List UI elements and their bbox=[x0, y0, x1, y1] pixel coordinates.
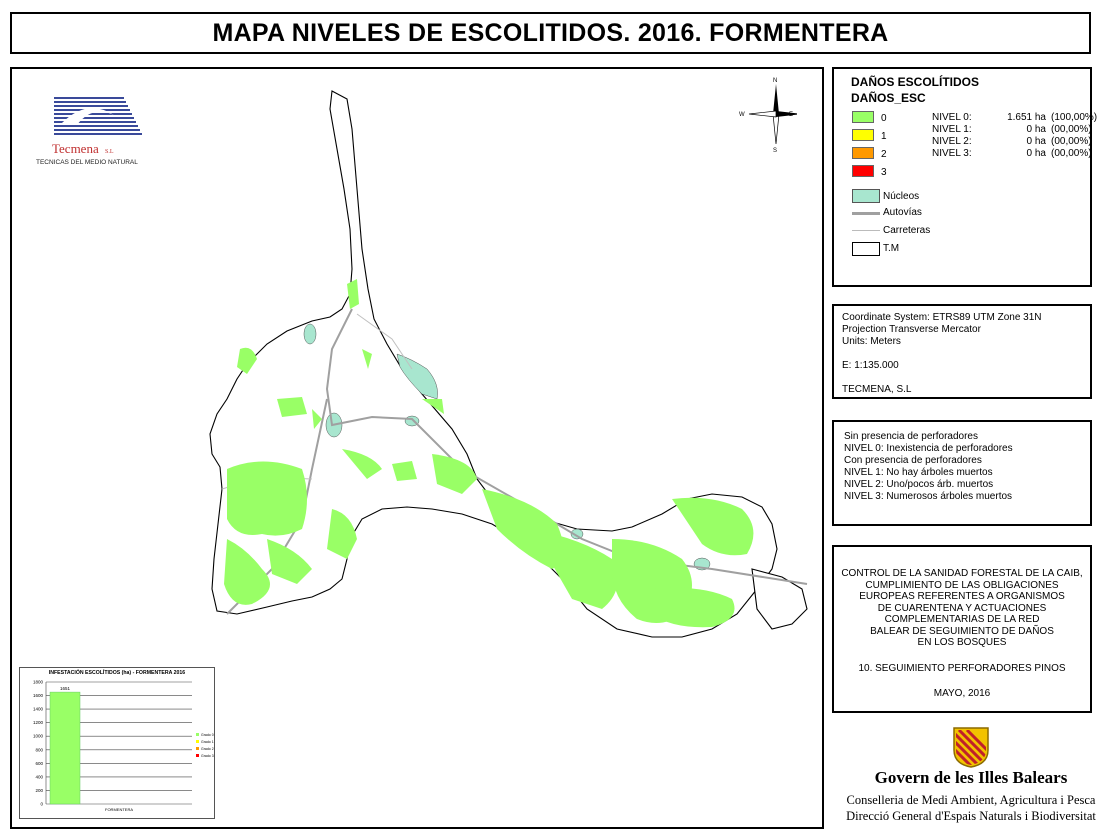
coord-units: Units: Meters bbox=[842, 336, 901, 347]
stat-name-1: NIVEL 1: bbox=[932, 124, 972, 135]
chart-bar-grado-0 bbox=[50, 692, 80, 804]
chart-ytick-label-0: 0 bbox=[40, 801, 43, 807]
control-line-5: BALEAR DE SEGUIMIENTO DE DAÑOS bbox=[870, 625, 1054, 637]
chart-ytick-label-8: 1600 bbox=[32, 693, 43, 699]
levels-line-0: Sin presencia de perforadores bbox=[844, 431, 978, 442]
stat-pct-1: (00,00%) bbox=[1051, 124, 1092, 135]
control-date: MAYO, 2016 bbox=[933, 688, 991, 699]
coordinate-system-box bbox=[832, 304, 1092, 399]
stat-pct-0: (100,00%) bbox=[1051, 112, 1098, 123]
stat-value-2: 0 ha bbox=[1026, 136, 1046, 147]
control-line-2: EUROPEAS REFERENTES A ORGANISMOS bbox=[859, 591, 1065, 602]
chart-legend-label-0: Grado 0 bbox=[201, 733, 214, 737]
chart-legend-label-3: Grado 3 bbox=[201, 754, 214, 758]
legend-swatch-nucleos bbox=[852, 189, 880, 203]
legend-swatch-3 bbox=[852, 165, 874, 177]
control-line-1: CUMPLIMIENTO DE LAS OBLIGACIONES bbox=[865, 579, 1059, 591]
compass-s: S bbox=[773, 148, 778, 154]
chart-ytick-label-1: 200 bbox=[35, 787, 43, 793]
control-line-4: COMPLEMENTARIAS DE LA RED bbox=[884, 614, 1040, 625]
levels-info-box bbox=[832, 420, 1092, 526]
government-line-1: Conselleria de Medi Ambient, Agricultura i Pesca bbox=[846, 793, 1096, 807]
control-line-3: DE CUARENTENA Y ACTUACIONES bbox=[877, 602, 1047, 614]
title-box bbox=[10, 12, 1091, 54]
legend-label-carreteras: Carreteras bbox=[883, 225, 931, 236]
tecmena-subtitle: TECNICAS DEL MEDIO NATURAL bbox=[36, 159, 138, 166]
stat-name-2: NIVEL 2: bbox=[932, 136, 972, 147]
levels-line-2: Con presencia de perforadores bbox=[844, 455, 982, 466]
legend-label-autovias: Autovías bbox=[883, 207, 922, 218]
compass-w: W bbox=[739, 112, 745, 118]
control-line-0: CONTROL DE LA SANIDAD FORESTAL DE LA CAIB, bbox=[841, 568, 1083, 579]
legend-label-2: 2 bbox=[881, 149, 887, 160]
control-box bbox=[832, 545, 1092, 713]
chart-legend-swatch-1 bbox=[196, 740, 199, 743]
tecmena-suffix: S.L bbox=[105, 149, 114, 155]
legend-label-nucleos: Núcleos bbox=[883, 191, 920, 202]
stat-value-3: 0 ha bbox=[1026, 148, 1046, 159]
chart-ytick-label-5: 1000 bbox=[32, 733, 43, 739]
chart-title: INFESTACIÓN ESCOLÍTIDOS (ha) - FORMENTERA 2016 bbox=[48, 670, 186, 676]
levels-line-5: NIVEL 3: Numerosos árboles muertos bbox=[844, 491, 1013, 502]
chart-ytick-label-6: 1200 bbox=[32, 720, 43, 726]
control-line-6: EN LOS BOSQUES bbox=[917, 637, 1007, 648]
stat-name-0: NIVEL 0: bbox=[932, 112, 972, 123]
compass-n: N bbox=[773, 78, 778, 84]
chart-category-label: FORMENTERA bbox=[105, 807, 133, 812]
legend-subtitle: DAÑOS_ESC bbox=[851, 91, 926, 105]
compass-e: E bbox=[789, 112, 794, 118]
stat-pct-2: (00,00%) bbox=[1051, 136, 1092, 147]
chart-ytick-label-9: 1800 bbox=[32, 679, 43, 685]
coord-author: TECMENA, S.L bbox=[842, 384, 912, 395]
chart-ytick-label-3: 600 bbox=[35, 760, 43, 766]
map-title: MAPA NIVELES DE ESCOLITIDOS. 2016. FORMENTERA bbox=[212, 18, 889, 47]
chart-data-label: 1651 bbox=[59, 686, 71, 692]
legend-title: DAÑOS ESCOLÍTIDOS bbox=[851, 75, 980, 89]
stat-value-0: 1.651 ha bbox=[1007, 112, 1046, 123]
government-line-2: Direcció General d'Espais Naturals i Biodiversitat bbox=[846, 809, 1096, 823]
balearic-coat-of-arms-icon bbox=[951, 726, 991, 768]
chart-ytick-label-7: 1400 bbox=[32, 706, 43, 712]
levels-line-4: NIVEL 2: Uno/pocos árb. muertos bbox=[844, 479, 994, 490]
tecmena-name: Tecmena bbox=[52, 141, 99, 156]
government-name: Govern de les Illes Balears bbox=[874, 768, 1068, 787]
chart-box bbox=[19, 667, 215, 819]
legend-swatch-carreteras bbox=[852, 230, 880, 231]
legend-label-0: 0 bbox=[881, 113, 887, 124]
chart-legend-swatch-3 bbox=[196, 754, 199, 757]
legend-label-tm: T.M bbox=[883, 243, 900, 254]
coord-scale: E: 1:135.000 bbox=[842, 360, 899, 371]
chart-ytick-label-4: 800 bbox=[35, 747, 43, 753]
legend-swatch-autovias bbox=[852, 212, 880, 215]
control-section: 10. SEGUIMIENTO PERFORADORES PINOS bbox=[858, 662, 1066, 674]
chart-ytick-label-2: 400 bbox=[35, 774, 43, 780]
government-logo-area bbox=[836, 722, 1106, 830]
map-frame[interactable] bbox=[10, 67, 824, 829]
coord-system: Coordinate System: ETRS89 UTM Zone 31N bbox=[842, 312, 1042, 323]
legend-swatch-0 bbox=[852, 111, 874, 123]
chart-legend-label-1: Grado 1 bbox=[201, 740, 214, 744]
infestation-bar-chart bbox=[20, 668, 214, 818]
la-savina-nucleus bbox=[304, 324, 316, 344]
levels-line-3: NIVEL 1: No hay árboles muertos bbox=[844, 467, 993, 478]
legend-swatch-2 bbox=[852, 147, 874, 159]
legend-box bbox=[832, 67, 1098, 287]
legend-label-1: 1 bbox=[881, 131, 887, 142]
chart-legend-label-2: Grado 2 bbox=[201, 747, 214, 751]
stat-pct-3: (00,00%) bbox=[1051, 148, 1092, 159]
legend-label-3: 3 bbox=[881, 167, 887, 178]
coord-projection: Projection Transverse Mercator bbox=[842, 324, 981, 335]
stat-name-3: NIVEL 3: bbox=[932, 148, 972, 159]
legend-swatch-1 bbox=[852, 129, 874, 141]
levels-line-1: NIVEL 0: Inexistencia de perforadores bbox=[844, 443, 1013, 454]
chart-legend-swatch-2 bbox=[196, 747, 199, 750]
legend-swatch-tm bbox=[852, 242, 880, 256]
stat-value-1: 0 ha bbox=[1026, 124, 1046, 135]
sa-mola-tip bbox=[752, 569, 807, 629]
chart-legend-swatch-0 bbox=[196, 733, 199, 736]
